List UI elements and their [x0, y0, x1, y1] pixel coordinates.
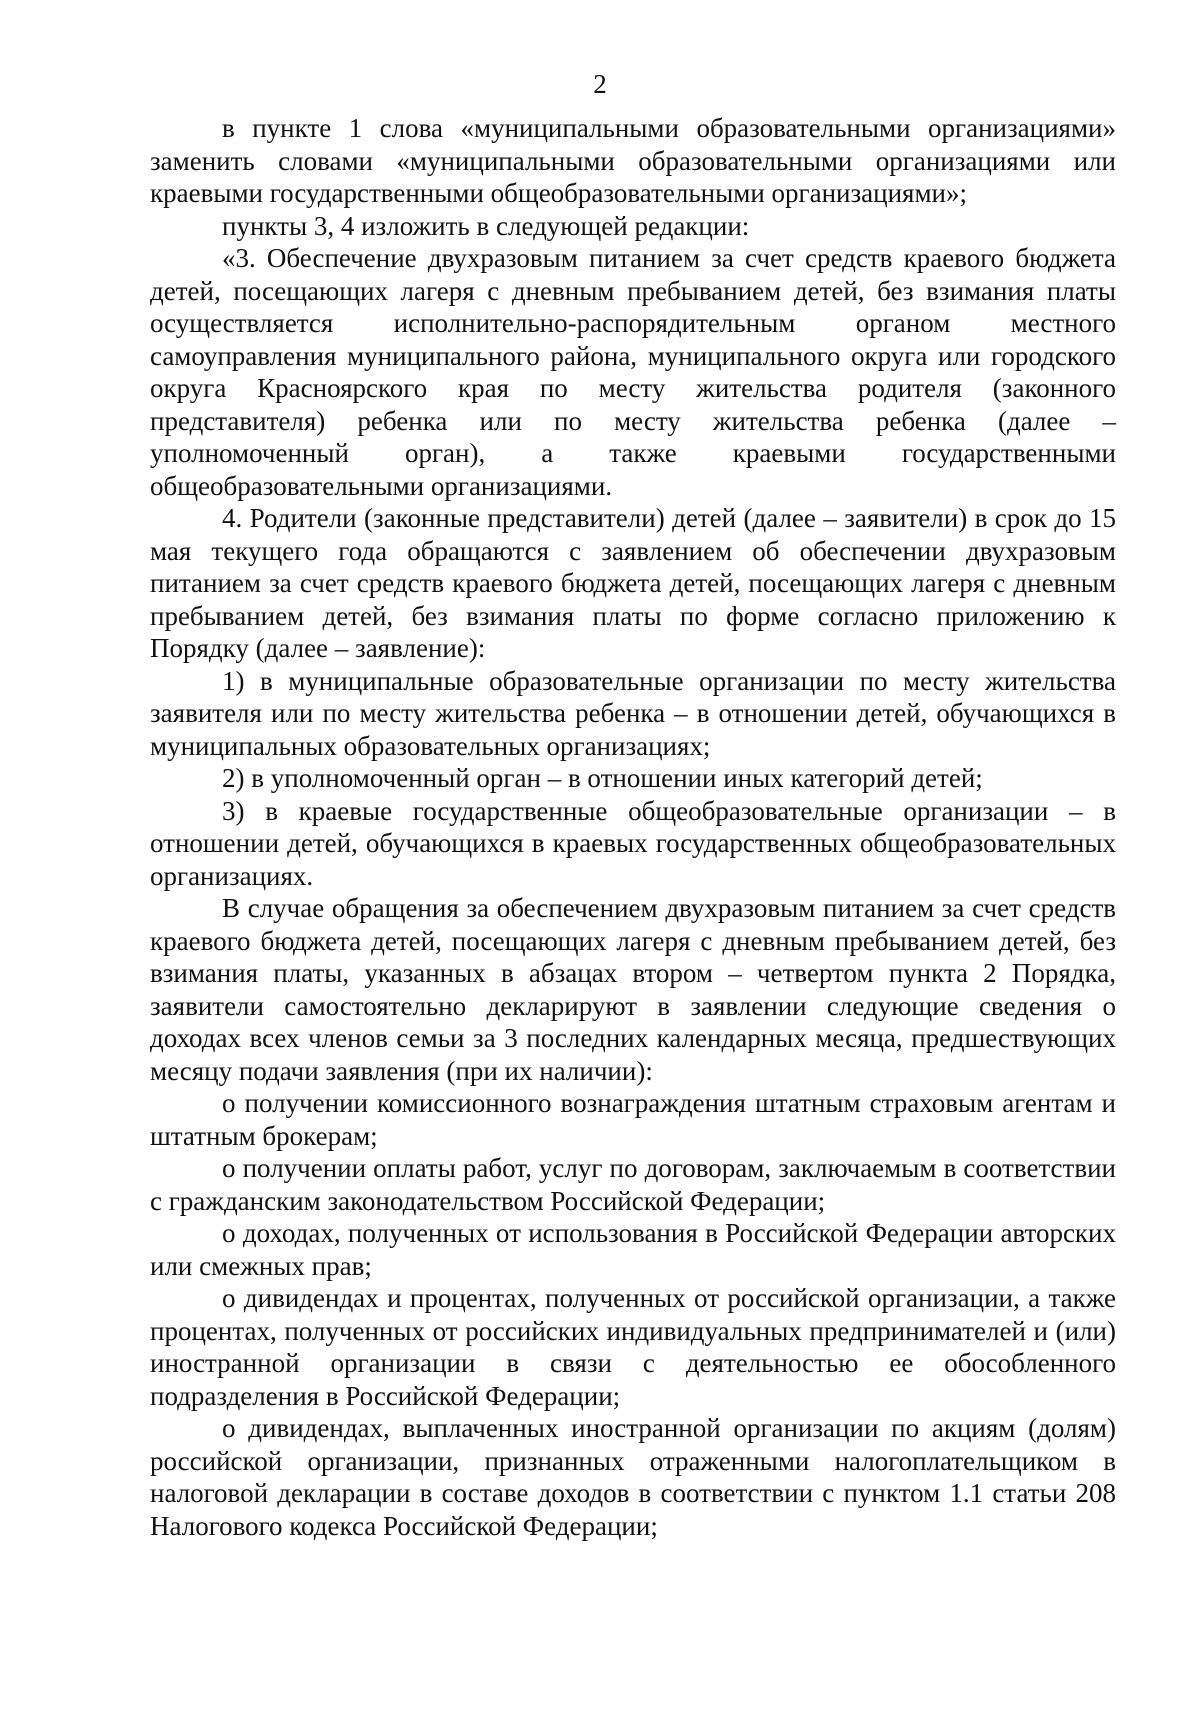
paragraph-income-declaration: В случае обращения за обеспечением двухразовым питанием за счет средств краевого бюджета детей, посещающих лагеря с дневным пребыванием детей, без взимания платы, указанных в абзацах втором – четвертом пункта 2 Порядка, заявители самостоятельно декларируют в заявлении следующие сведения о доходах всех членов семьи за 3 последних календарных месяца, предшествующих месяцу подачи заявления (при их наличии): — [150, 893, 1116, 1086]
paragraph-amendment-point-1: в пункте 1 слова «муниципальными образовательными организациями» заменить словами «муниципальными образовательными организациями или краевыми государственными общеобразовательными организациями»; — [150, 113, 1116, 208]
document-body — [150, 112, 1116, 1542]
list-item-3: 3) в краевые государственные общеобразовательные организации – в отношении детей, обучающихся в краевых государственных общеобразовательных организациях. — [150, 795, 1116, 891]
income-item-copyright: о доходах, полученных от использования в Российской Федерации авторских или смежных прав; — [150, 1218, 1116, 1281]
page-number: 2 — [593, 69, 607, 99]
list-item-1: 1) в муниципальные образовательные организации по месту жительства заявителя или по месту жительства ребенка – в отношении детей, обучающихся в муниципальных образовательных организациях; — [150, 665, 1116, 761]
list-item-2: 2) в уполномоченный орган – в отношении иных категорий детей; — [222, 763, 983, 793]
income-item-contracts: о получении оплаты работ, услуг по договорам, заключаемым в соответствии с гражданским законодательством Российской Федерации; — [150, 1153, 1116, 1216]
paragraph-point-3: «3. Обеспечение двухразовым питанием за счет средств краевого бюджета детей, посещающих лагеря с дневным пребыванием детей, без взимания платы осуществляется исполнительно-распорядительным органом местного самоуправления муниципального района, муниципального округа или городского округа Красноярского края по месту жительства родителя (законного представителя) ребенка или по месту жительства ребенка (далее – уполномоченный орган), а также краевыми государственными общеобразовательными организациями. — [150, 243, 1116, 501]
paragraph-points-3-4-intro: пункты 3, 4 изложить в следующей редакции: — [222, 210, 750, 241]
income-item-dividends-interest: о дивидендах и процентах, полученных от российской организации, а также процентах, полученных от российских индивидуальных предпринимателей и (или) иностранной организации в связи с деятельностью ее обособленного подразделения в Российской Федерации; — [150, 1283, 1116, 1411]
paragraph-point-4: 4. Родители (законные представители) детей (далее – заявители) в срок до 15 мая текущего года обращаются с заявлением об обеспечении двухразовым питанием за счет средств краевого бюджета детей, посещающих лагеря с дневным пребыванием детей, без взимания платы по форме согласно приложению к Порядку (далее – заявление): — [150, 503, 1116, 663]
income-item-commission: о получении комиссионного вознаграждения штатным страховым агентам и штатным брокерам; — [150, 1088, 1116, 1151]
income-item-foreign-dividends: о дивидендах, выплаченных иностранной организации по акциям (долям) российской организации, признанных отраженными налогоплательщиком в налоговой декларации в составе доходов в соответствии с пунктом 1.1 статьи 208 Налогового кодекса Российской Федерации; — [150, 1413, 1116, 1541]
